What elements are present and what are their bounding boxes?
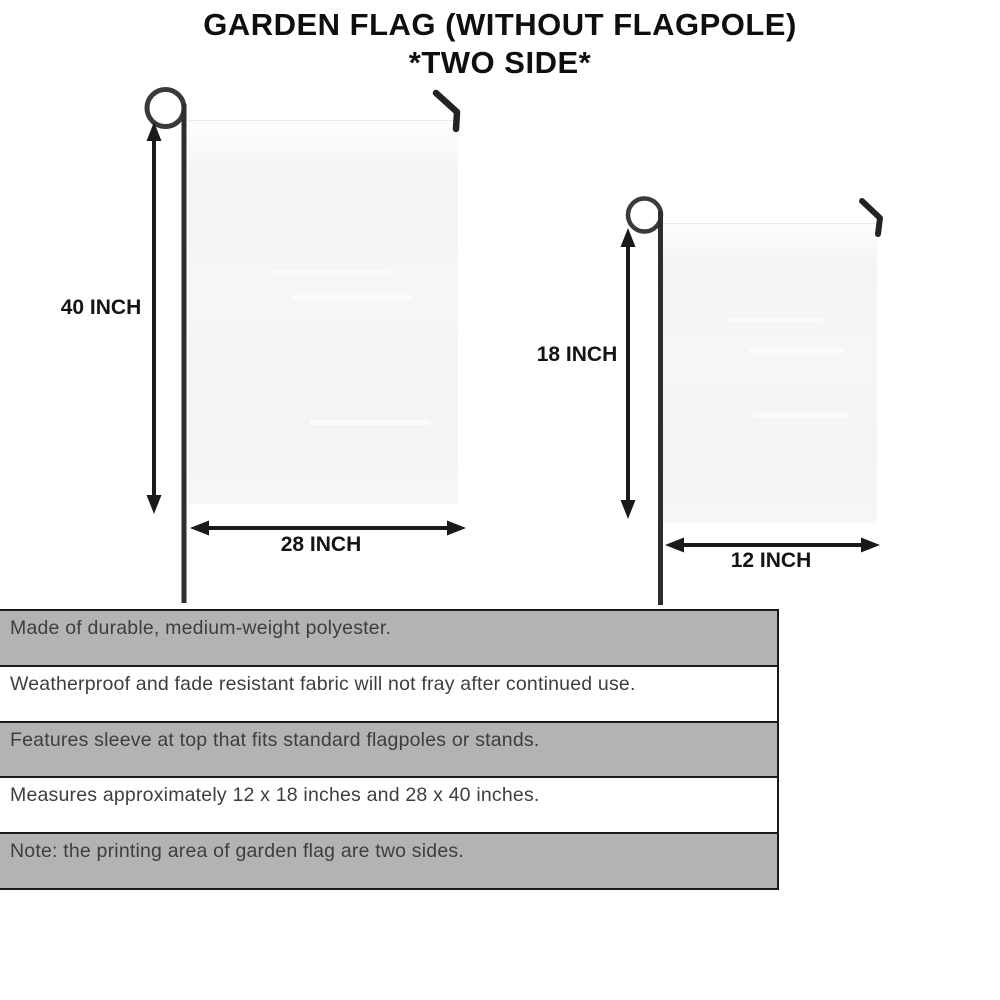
flagpole-loop-icon xyxy=(147,90,184,127)
hanger-hook-icon xyxy=(862,201,880,234)
small-flag-height-arrow xyxy=(621,228,636,519)
title-line-1: GARDEN FLAG (WITHOUT FLAGPOLE) xyxy=(203,7,797,42)
feature-row xyxy=(0,834,777,890)
feature-text: Features sleeve at top that fits standard flagpoles or stands. xyxy=(10,728,540,751)
small-flag-width-label: 12 INCH xyxy=(730,549,812,572)
large-flag-height-label: 40 INCH xyxy=(60,296,142,319)
flagpole-loop-icon xyxy=(628,199,661,232)
feature-text: Note: the printing area of garden flag are two sides. xyxy=(10,840,464,863)
feature-text: Weatherproof and fade resistant fabric will not fray after continued use. xyxy=(10,672,636,695)
feature-row xyxy=(0,723,777,779)
large-flag-height-arrow xyxy=(147,122,162,514)
feature-row xyxy=(0,667,777,723)
feature-text: Measures approximately 12 x 18 inches and 28 x 40 inches. xyxy=(10,784,540,807)
feature-row xyxy=(0,611,777,667)
hanger-hook-icon xyxy=(436,93,457,129)
feature-text: Made of durable, medium-weight polyester. xyxy=(10,617,392,639)
large-flag-width-label: 28 INCH xyxy=(280,533,362,556)
small-flag-height-label: 18 INCH xyxy=(536,343,618,366)
title-line-2: *TWO SIDE* xyxy=(408,45,592,80)
features-table xyxy=(0,609,779,890)
feature-row xyxy=(0,778,777,834)
small-flagpole xyxy=(628,199,661,606)
